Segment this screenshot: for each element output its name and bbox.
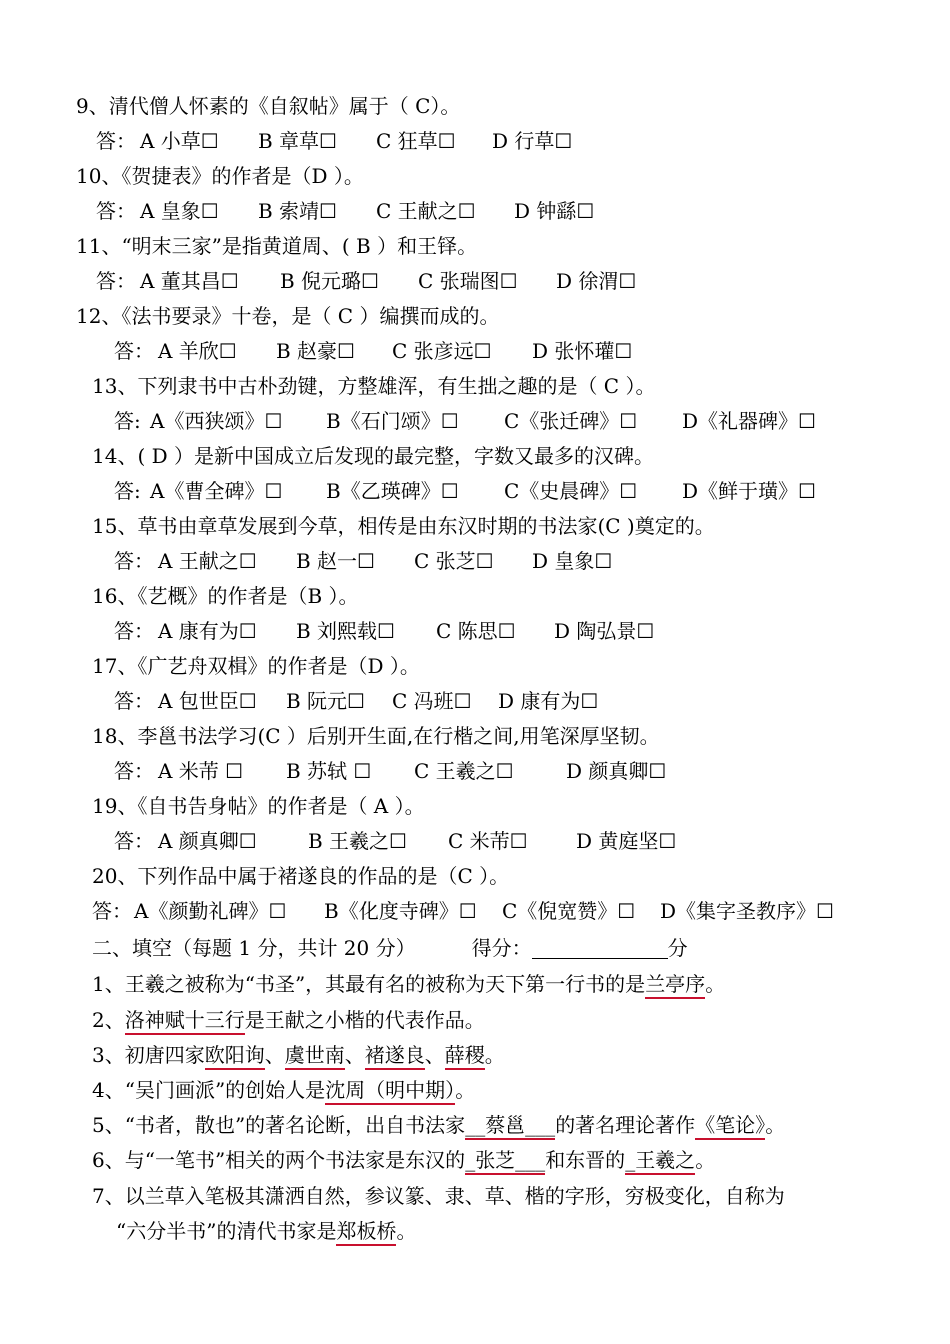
answer-option[interactable]: D 康有为☐ xyxy=(498,689,599,713)
answer-prefix: 答： xyxy=(92,899,132,923)
answer-option[interactable]: D 黄庭坚☐ xyxy=(576,829,677,853)
answer-option[interactable]: B 章草☐ xyxy=(258,129,337,153)
answer-underline: 褚遂良 xyxy=(365,1043,425,1070)
answer-option[interactable]: A 米芾 ☐ xyxy=(158,759,244,783)
answer-option[interactable]: D 皇象☐ xyxy=(532,549,613,573)
answer-option[interactable]: B 索靖☐ xyxy=(258,199,337,223)
question-text: 13、下列隶书中古朴劲键，方整雄浑，有生拙之趣的是（ C ）。 xyxy=(92,374,656,398)
question-text: 11、“明末三家”是指黄道周、( B ）和王铎。 xyxy=(76,234,478,258)
answer-prefix: 答： xyxy=(96,199,136,223)
answer-prefix: 答： xyxy=(114,689,154,713)
answer-option[interactable]: D《集字圣教序》☐ xyxy=(660,899,834,923)
fill-item-6: 6、与“一笔书”相关的两个书法家是东汉的_张芝___和东晋的_王羲之。 xyxy=(92,1146,715,1174)
answer-underline: 洛神赋十三行 xyxy=(125,1008,245,1035)
answer-option[interactable]: A《颜勤礼碑》☐ xyxy=(134,899,287,923)
fill-item-7: 7、以兰草入笔极其潇洒自然，参议篆、隶、草、楷的字形，穷极变化，自称为 xyxy=(92,1184,785,1208)
answer-option[interactable]: A 董其昌☐ xyxy=(140,269,239,293)
question-text: 16、《艺概》的作者是（B ）。 xyxy=(92,584,359,608)
answer-option[interactable]: C《张迁碑》☐ xyxy=(504,409,638,433)
fill-item-1: 1、王羲之被称为“书圣”，其最有名的被称为天下第一行书的是兰亭序。 xyxy=(92,970,725,998)
section-header xyxy=(92,934,688,962)
fill-item-2: 2、洛神赋十三行是王献之小楷的代表作品。 xyxy=(92,1006,485,1034)
answer-prefix: 答: xyxy=(114,479,141,503)
answer-option[interactable]: C 张瑞图☐ xyxy=(418,269,518,293)
question-text: 20、下列作品中属于褚遂良的作品的是（C ）。 xyxy=(92,864,510,888)
answer-option[interactable]: C 冯班☐ xyxy=(392,689,472,713)
answer-option[interactable]: B《石门颂》☐ xyxy=(326,409,459,433)
answer-option[interactable]: B 赵豪☐ xyxy=(276,339,355,363)
question-text: 14、( D ）是新中国成立后发现的最完整，字数又最多的汉碑。 xyxy=(92,444,655,468)
answer-option[interactable]: B 刘熙载☐ xyxy=(296,619,395,643)
answer-option[interactable]: A 羊欣☐ xyxy=(158,339,237,363)
answer-option[interactable]: B《乙瑛碑》☐ xyxy=(326,479,459,503)
answer-option[interactable]: D《礼器碑》☐ xyxy=(682,409,816,433)
question-text: 18、李邕书法学习(C ）后别开生面,在行楷之间,用笔深厚坚韧。 xyxy=(92,724,660,748)
answer-option[interactable]: C 王献之☐ xyxy=(376,199,476,223)
score-unit: 分 xyxy=(667,936,688,960)
answer-underline: 沈周（明中期） xyxy=(325,1078,455,1105)
answer-prefix: 答： xyxy=(114,619,154,643)
score-blank xyxy=(532,938,668,959)
answer-option[interactable]: B 苏轼 ☐ xyxy=(286,759,372,783)
answer-option[interactable]: C 米芾☐ xyxy=(448,829,528,853)
fill-item-5: 5、“书者，散也”的著名论断，出自书法家__蔡邕___的著名理论著作《笔论》。 xyxy=(92,1111,785,1139)
score-label: 得分： xyxy=(471,936,532,960)
section-title: 二、填空（每题 1 分，共计 20 分） xyxy=(92,936,416,960)
answer-option[interactable]: D 张怀瓘☐ xyxy=(532,339,633,363)
answer-underline: _张芝___ xyxy=(465,1148,545,1175)
answer-option[interactable]: C 王羲之☐ xyxy=(414,759,514,783)
question-text: 15、草书由章草发展到今草，相传是由东汉时期的书法家(C )奠定的。 xyxy=(92,514,715,538)
answer-option[interactable]: C 陈思☐ xyxy=(436,619,516,643)
answer-option[interactable]: D 徐渭☐ xyxy=(556,269,637,293)
answer-underline: 《笔论》 xyxy=(695,1113,765,1140)
answer-option[interactable]: B 王羲之☐ xyxy=(308,829,407,853)
answer-option[interactable]: A《西狭颂》☐ xyxy=(150,409,283,433)
answer-option[interactable]: A 王献之☐ xyxy=(158,549,257,573)
answer-option[interactable]: B《化度寺碑》☐ xyxy=(324,899,477,923)
answer-option[interactable]: A 皇象☐ xyxy=(140,199,219,223)
answer-option[interactable]: D 行草☐ xyxy=(492,129,573,153)
answer-prefix: 答： xyxy=(96,269,136,293)
answer-option[interactable]: C《史晨碑》☐ xyxy=(504,479,638,503)
question-text: 17、《广艺舟双楫》的作者是（D ）。 xyxy=(92,654,420,678)
answer-underline: 欧阳询 xyxy=(205,1043,265,1070)
answer-option[interactable]: D 颜真卿☐ xyxy=(566,759,667,783)
fill-item-4: 4、“吴门画派”的创始人是沈周（明中期）。 xyxy=(92,1076,475,1104)
answer-underline: __蔡邕___ xyxy=(465,1113,555,1140)
answer-option[interactable]: A 康有为☐ xyxy=(158,619,257,643)
answer-prefix: 答: xyxy=(114,409,141,433)
answer-option[interactable]: A 颜真卿☐ xyxy=(158,829,257,853)
answer-underline: 兰亭序 xyxy=(645,972,705,999)
fill-item-7-cont: “六分半书”的清代书家是郑板桥。 xyxy=(116,1217,416,1245)
answer-underline: 郑板桥 xyxy=(336,1219,396,1246)
answer-prefix: 答： xyxy=(96,129,136,153)
answer-option[interactable]: C《倪宽赞》☐ xyxy=(502,899,636,923)
answer-prefix: 答： xyxy=(114,549,154,573)
question-text: 10、《贺捷表》的作者是（D ）。 xyxy=(76,164,364,188)
answer-option[interactable]: C 张芝☐ xyxy=(414,549,494,573)
answer-option[interactable]: B 阮元☐ xyxy=(286,689,365,713)
answer-underline: _王羲之 xyxy=(625,1148,695,1175)
answer-underline: 虞世南 xyxy=(285,1043,345,1070)
answer-option[interactable]: D 陶弘景☐ xyxy=(554,619,655,643)
answer-prefix: 答： xyxy=(114,759,154,783)
answer-option[interactable]: A 包世臣☐ xyxy=(158,689,257,713)
answer-option[interactable]: A 小草☐ xyxy=(140,129,219,153)
answer-option[interactable]: B 倪元璐☐ xyxy=(280,269,379,293)
answer-prefix: 答： xyxy=(114,829,154,853)
fill-item-3: 3、初唐四家欧阳询、虞世南、褚遂良、薛稷。 xyxy=(92,1041,505,1069)
answer-option[interactable]: D《鲜于璜》☐ xyxy=(682,479,816,503)
question-text: 12、《法书要录》十卷，是（ C ）编撰而成的。 xyxy=(76,304,500,328)
answer-option[interactable]: B 赵一☐ xyxy=(296,549,375,573)
answer-prefix: 答： xyxy=(114,339,154,363)
answer-option[interactable]: A《曹全碑》☐ xyxy=(150,479,283,503)
answer-underline: 薛稷 xyxy=(445,1043,485,1070)
answer-option[interactable]: C 狂草☐ xyxy=(376,129,456,153)
question-text: 19、《自书告身帖》的作者是（ A ）。 xyxy=(92,794,425,818)
question-text: 9、清代僧人怀素的《自叙帖》属于（ C）。 xyxy=(76,94,461,118)
answer-option[interactable]: C 张彦远☐ xyxy=(392,339,492,363)
answer-option[interactable]: D 钟繇☐ xyxy=(514,199,595,223)
